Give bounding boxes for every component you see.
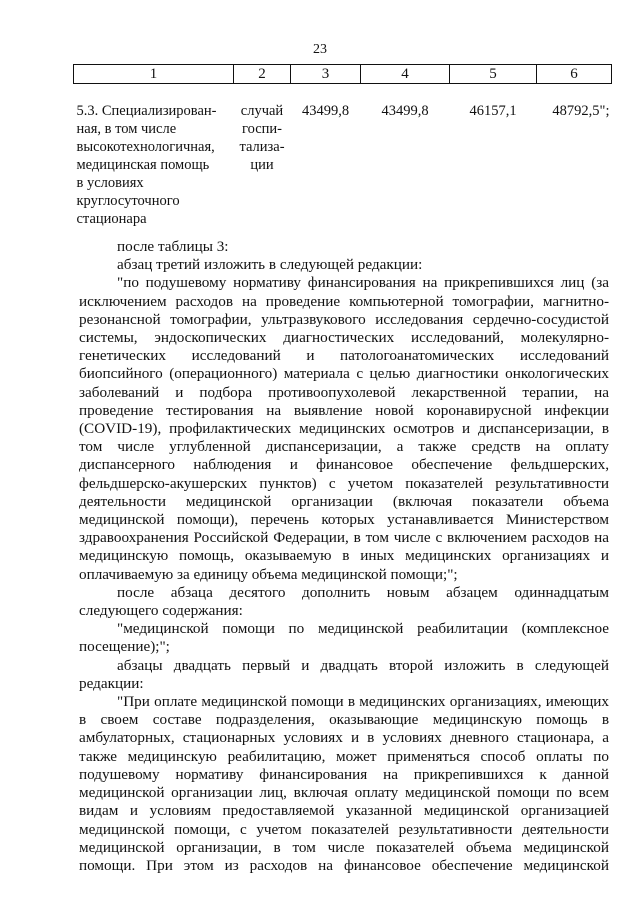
row-value: 43499,8 [301,103,350,119]
paragraph: абзац третий изложить в следующей редакции: [117,256,423,274]
row-name-line: 5.3. Специализирован- [76,103,217,119]
row-name [74,102,234,228]
row-name-line: ная, в том числе [76,121,177,137]
paragraph: "медицинской помощи по медицинской реабилитации (комплексное посещение);"; [79,620,609,656]
volume-table [73,64,612,228]
row-name-line: медицинская помощь [76,157,210,173]
paragraph: абзацы двадцать первый и двадцать второй изложить в следующей редакции: [79,656,609,692]
table-row [74,102,612,228]
row-name-line: круглосуточного [76,193,180,209]
row-unit [234,102,291,228]
column-number: 3 [291,65,361,84]
row-unit-line: ции [250,157,274,173]
row-name-line: стационара [76,211,147,227]
column-number: 5 [450,65,537,84]
table-header-row [74,65,612,84]
row-unit-line: госпи- [242,121,282,137]
row-name-line: в условиях [76,175,144,191]
row-value: 43499,8 [381,103,429,119]
column-number: 6 [537,65,612,84]
column-number: 2 [234,65,291,84]
paragraph: "При оплате медицинской помощи в медицинских организациях, имеющих в своем составе подразделения, оказывающие медицинскую помощь в амбулаторных, стационарных условиях и в условиях дневного стационара, а также медицинскую реабилитацию, может применяться способ оплаты по подушевому нормативу финансирования на прикрепившихся к данной медицинской организации лиц, включая оплату медицинской помощи по всем видам и условиям предоставляемой указанной медицинской организацией медицинской помощи, с учетом показателей результативности деятельности медицинской организации, в том числе показателей объема медицинской помощи. При этом из расходов на финансовое обеспечение медицинской [79,693,609,874]
column-number: 4 [361,65,450,84]
row-name-line: высокотехнологичная, [76,139,215,155]
row-value: 46157,1 [469,103,517,119]
page-number: 23 [313,42,327,57]
row-unit-line: тализа- [239,139,285,155]
paragraph: после абзаца десятого дополнить новым абзацем одиннадцатым следующего содержания: [79,583,609,620]
column-number: 1 [74,65,234,84]
paragraph: "по подушевому нормативу финансирования на прикрепившихся лиц (за исключением расходов на проведение компьютерной томографии, магнитно-резонансной томографии, ультразвукового исследования сердечно-сосудистой системы, эндоскопических диагностических исследований, молекулярно-генетических исследований и патологоанатомических исследований биопсийного (операционного) материала с целью диагностики онкологических заболеваний и подбора противоопухолевой лекарственной терапии, на проведение тестирования на выявление новой коронавирусной инфекции (COVID-19), профилактических медицинских осмотров и диспансеризации, в том числе углубленной диспансеризации, а также средств на оплату диспансерного наблюдения и финансовое обеспечение фельдшерских, фельдшерско-акушерских пунктов) с учетом показателей результативности деятельности медицинской организации (включая показатели объема медицинской помощи), перечень которых устанавливается Министерством здравоохранения Российской Федерации, в том числе с включением расходов на медицинскую помощь, оказываемую в иных медицинских организациях и оплачиваемую за единицу объема медицинской помощи;"; [79,274,609,583]
paragraph: после таблицы 3: [117,238,229,255]
row-unit-line: случай [240,103,284,119]
document-body [79,238,609,875]
row-value: 48792,5"; [552,103,610,119]
